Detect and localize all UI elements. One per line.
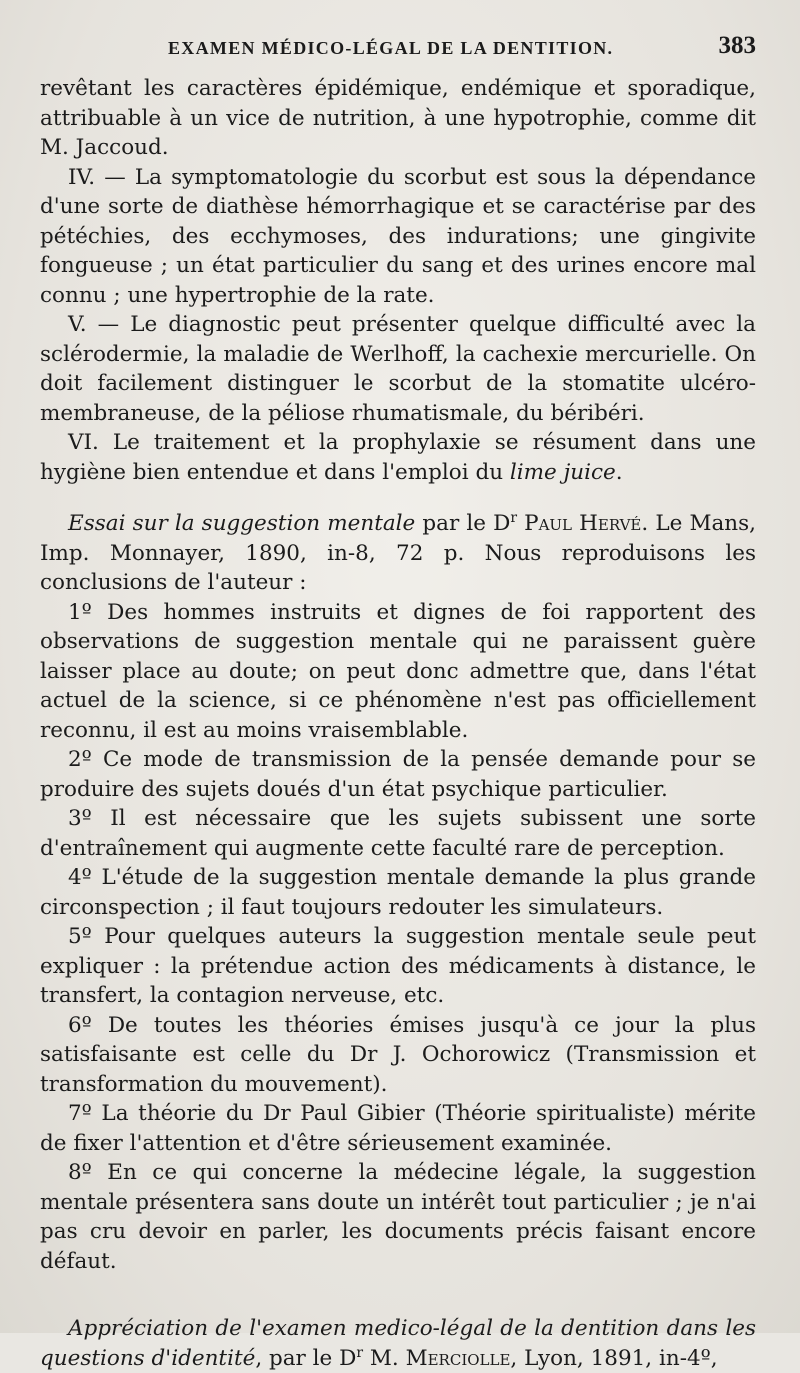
conclusion-item: 2º Ce mode de transmission de la pensée demande pour se produire des sujets doués d'un état psychique particulier. (40, 747, 756, 802)
review-title: Appréciation de l'examen medico-légal de la dentition dans les questions d'identité (40, 1316, 756, 1371)
lime-juice-term: lime juice (509, 459, 616, 485)
review-suggestion-mentale (40, 509, 756, 598)
paragraph-diagnosis: V. — Le diagnostic peut présenter quelque difficulté avec la sclérodermie, la maladie de Werlhoff, la cachexie mercurielle. On doit facilement distinguer le scorbut de la stomatite ulcéro-membraneuse, de la péliose rhumatismale, du béribéri. (40, 312, 756, 426)
paragraph-symptomatology: IV. — La symptomatologie du scorbut est sous la dépendance d'une sorte de diathèse hémorrhagique et se caractérise par des pétéchies, des ecchymoses, des indurations; une gingivite fongueuse ; un état particulier du sang et des urines encore mal connu ; une hypertrophie de la rate. (40, 164, 756, 308)
conclusion-item: 4º L'étude de la suggestion mentale demande la plus grande circonspection ; il faut toujours redouter les simulateurs. (40, 865, 756, 920)
treatment-text: VI. Le traitement et la prophylaxie se résument dans une hygiène bien entendue et dans l'emploi du (40, 430, 756, 485)
paragraph-continuation: revêtant les caractères épidémique, endémique et sporadique, attribuable à un vice de nutrition, à une hypotrophie, comme dit M. Jaccoud. (40, 76, 756, 160)
section-gap (40, 487, 756, 509)
review-author: Merciolle (405, 1345, 511, 1371)
paragraph-treatment (40, 428, 756, 487)
conclusion-item: 6º De toutes les théories émises jusqu'à ce jour la plus satisfaisante est celle du Dr J. Ochorowicz (Transmission et transformation du mouvement). (40, 1012, 756, 1097)
running-head (40, 30, 756, 74)
conclusion-item: 7º La théorie du Dr Paul Gibier (Théorie spiritualiste) mérite de fixer l'attention et d'être sérieusement examinée. (40, 1101, 756, 1156)
page-number: 383 (718, 32, 756, 59)
review-by: par le D (415, 511, 511, 536)
review-sup: r (356, 1344, 364, 1361)
conclusion-item: 8º En ce qui concerne la médecine légale, la suggestion mentale présentera sans doute un intérêt tout particulier ; je n'ai pas cru devoir en parler, les documents précis faisant encore défaut. (40, 1160, 756, 1274)
review-author: Paul Hervé (517, 511, 642, 536)
conclusion-item: 5º Pour quelques auteurs la suggestion mentale seule peut expliquer : la prétendue action des médicaments à distance, le transfert, la contagion nerveuse, etc. (40, 924, 756, 1008)
running-title: EXAMEN MÉDICO-LÉGAL DE LA DENTITION. (168, 38, 614, 58)
body-text (40, 74, 756, 1373)
review-by: , par le D (255, 1345, 357, 1371)
review-author-prefix: M. (363, 1345, 406, 1371)
review-rest: , Lyon, 1891, in-4º, (510, 1345, 718, 1371)
review-dentition (40, 1314, 756, 1373)
section-gap (40, 1276, 756, 1314)
treatment-end: . (615, 459, 623, 485)
review-title: Essai sur la suggestion mentale (68, 511, 416, 536)
review-rest: . Le Mans, Imp. Monnayer, 1890, in-8, 72 p. Nous reproduisons les conclusions de l'auteur : (40, 511, 756, 595)
review-sup: r (510, 509, 517, 526)
conclusion-item: 3º Il est nécessaire que les sujets subissent une sorte d'entraînement qui augmente cette faculté rare de perception. (40, 806, 756, 861)
conclusion-item: 1º Des hommes instruits et dignes de foi rapportent des observations de suggestion mentale qui ne paraissent guère laisser place au doute; on peut donc admettre que, dans l'état actuel de la science, si ce phénomène n'est pas officiellement reconnu, il est au moins vraisemblable. (40, 599, 756, 743)
